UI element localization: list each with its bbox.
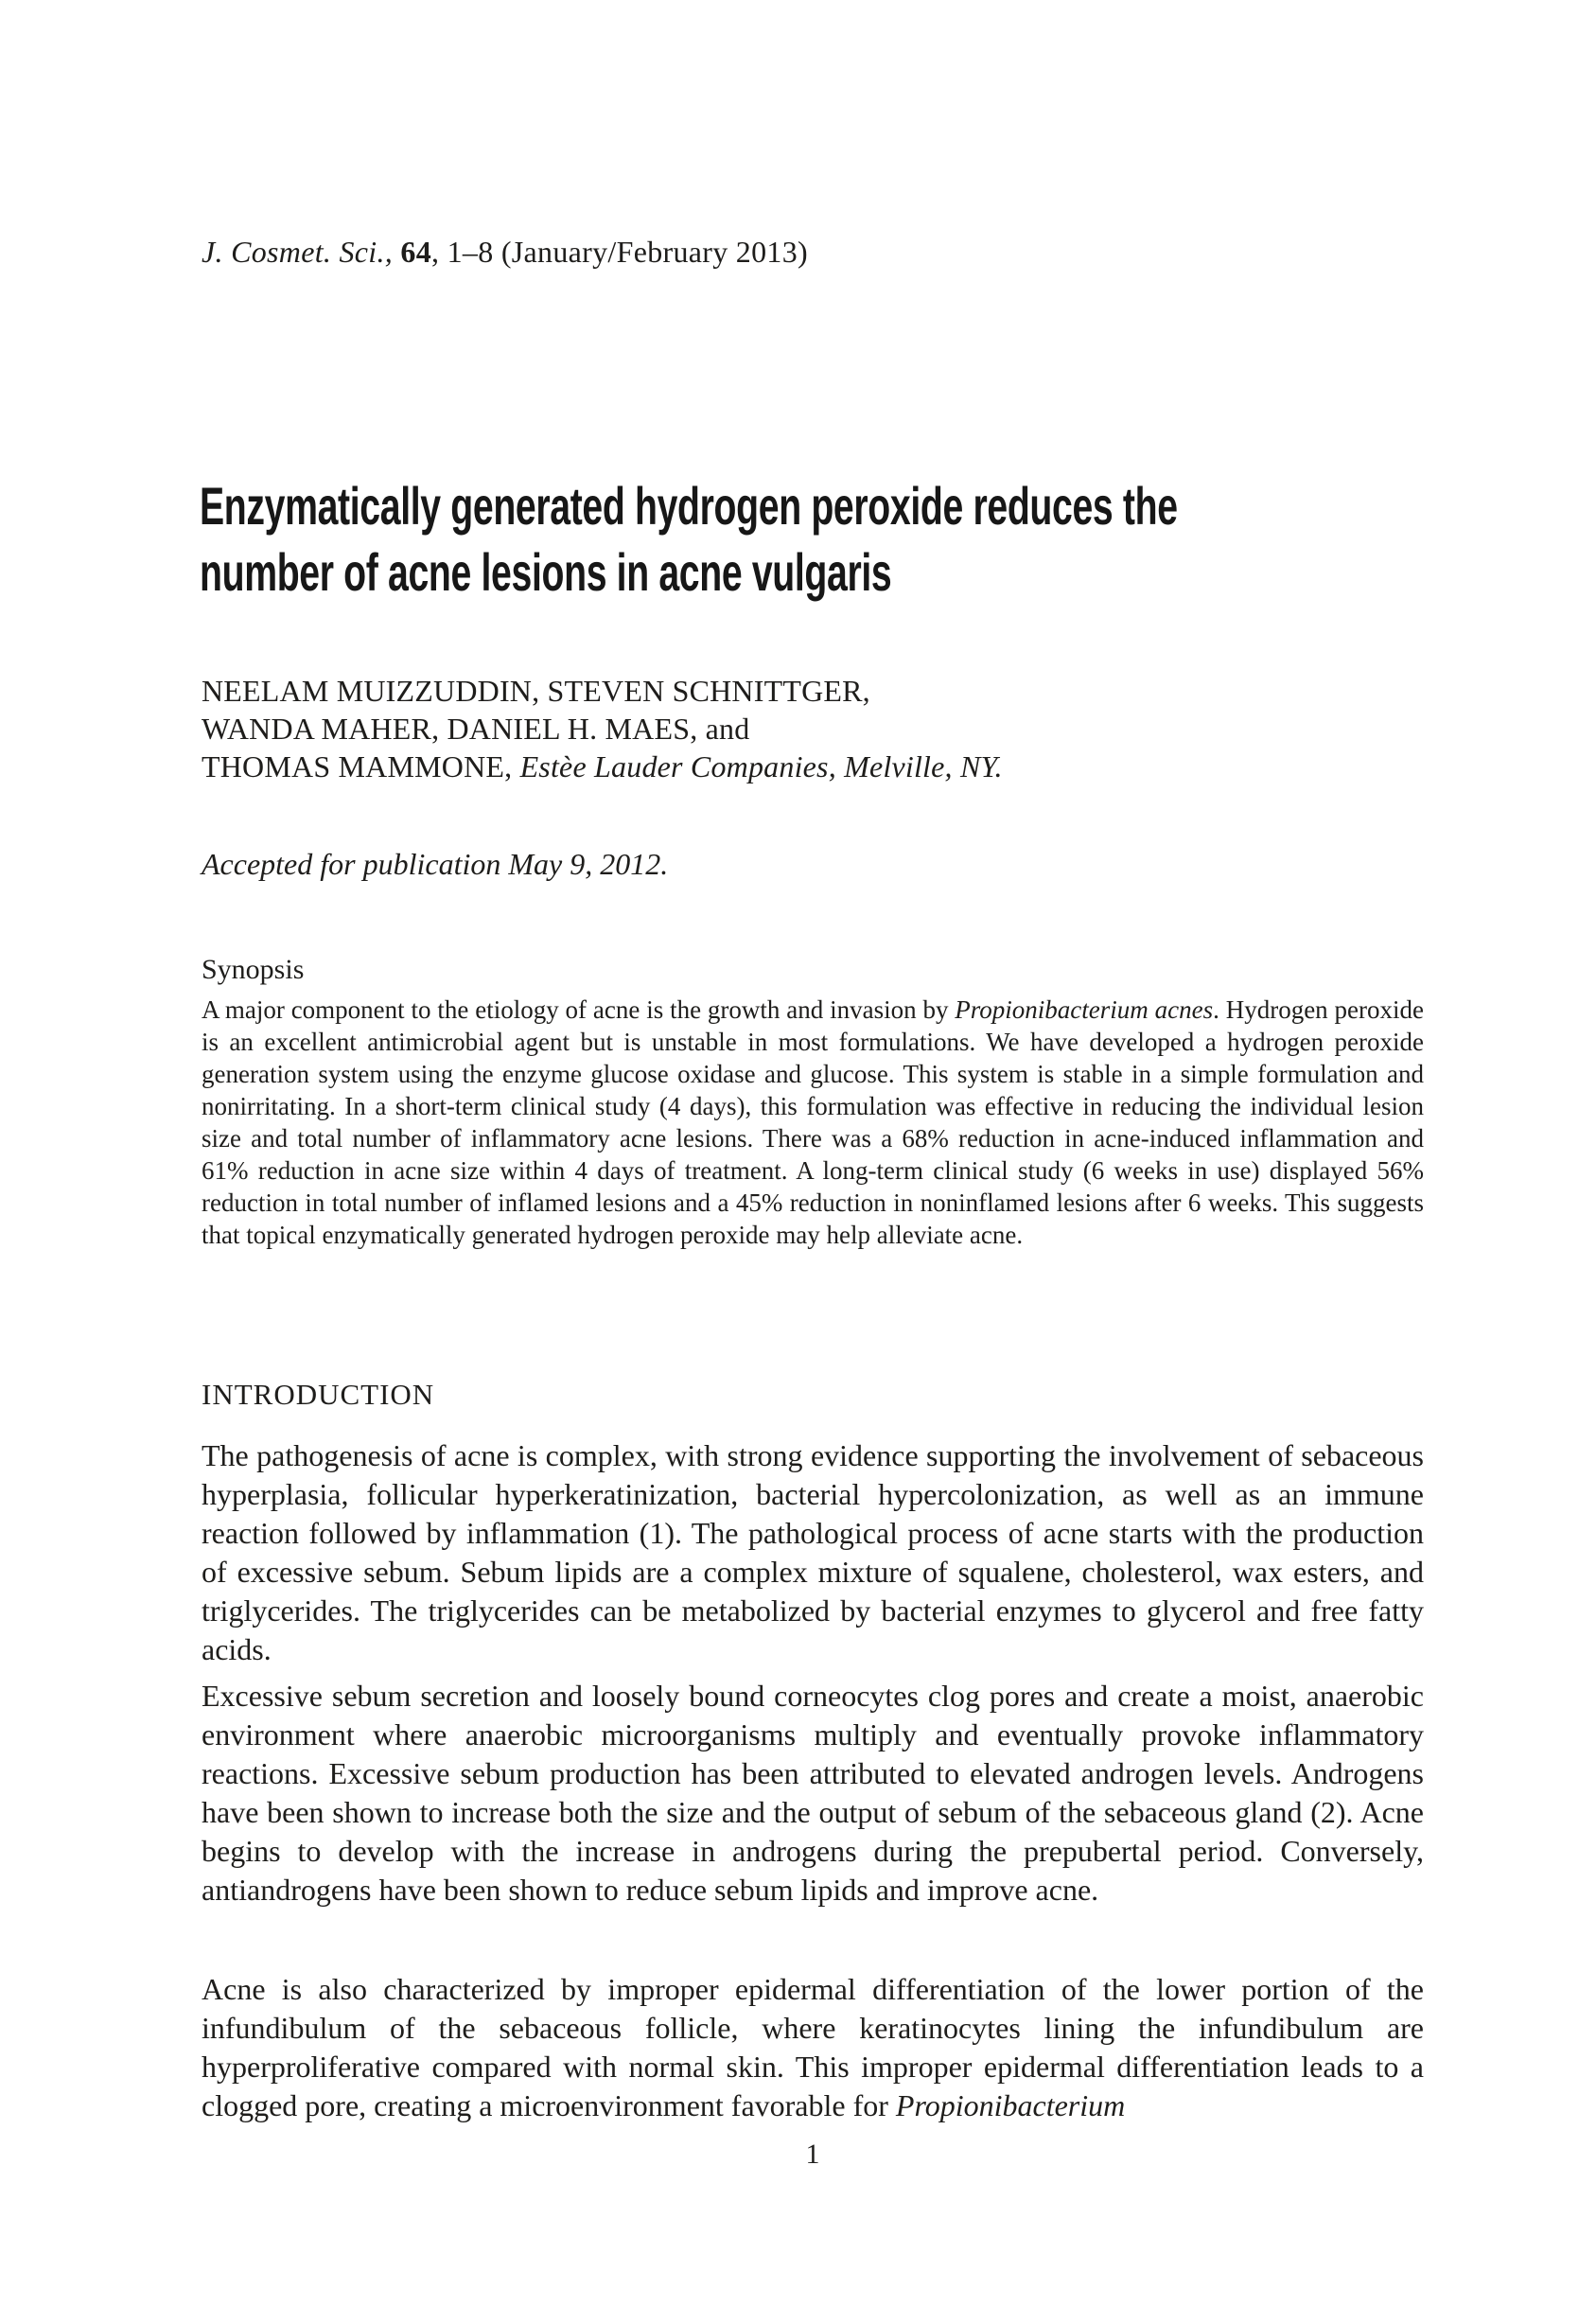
introduction-paragraph-2: Excessive sebum secretion and loosely bound corneocytes clog pores and create a moist, anaerobic environment where anaerobic microorganisms multiply and eventually provoke inflammatory reactions. Excessive sebum production has been attributed to elevated androgen levels. Androgens have been shown to increase both the size and the output of sebum of the sebaceous gland (2). Acne begins to develop with the increase in androgens during the prepubertal period. Conversely, antiandrogens have been shown to reduce sebum lipids and improve acne.	[202, 1679, 1424, 1907]
introduction-heading: INTRODUCTION	[202, 1378, 435, 1411]
synopsis-heading: Synopsis	[202, 954, 305, 985]
authors-block	[202, 672, 1003, 785]
page-number: 1	[805, 2139, 820, 2170]
article-title	[200, 473, 1596, 606]
author-line-3-with-affiliation: THOMAS MAMMONE, Estèe Lauder Companies, Melville, NY.	[202, 749, 1003, 783]
author-line-1: NEELAM MUIZZUDDIN, STEVEN SCHNITTGER,	[202, 674, 870, 708]
article-title-line-2: number of acne lesions in acne vulgaris	[200, 542, 892, 602]
synopsis-body: A major component to the etiology of acne is the growth and invasion by Propionibacterium acnes. Hydrogen peroxide is an excellent antimicrobial agent but is unstable in most formulations. We have developed a hydrogen peroxide generation system using the enzyme glucose oxidase and glucose. This system is stable in a simple formulation and nonirritating. In a short-term clinical study (4 days), this formulation was effective in reducing the individual lesion size and total number of inflammatory acne lesions. There was a 68% reduction in acne-induced inflammation and 61% reduction in acne size within 4 days of treatment. A long-term clinical study (6 weeks in use) displayed 56% reduction in total number of inflamed lesions and a 45% reduction in noninflamed lesions after 6 weeks. This suggests that topical enzymatically generated hydrogen peroxide may help alleviate acne.	[202, 995, 1425, 1249]
introduction-paragraph-1: The pathogenesis of acne is complex, with strong evidence supporting the involvement of sebaceous hyperplasia, follicular hyperkeratinization, bacterial hypercolonization, as well as an immune reaction followed by inflammation (1). The pathological process of acne starts with the production of excessive sebum. Sebum lipids are a complex mixture of squalene, cholesterol, wax esters, and triglycerides. The triglycerides can be metabolized by bacterial enzymes to glycerol and free fatty acids.	[202, 1438, 1424, 1666]
journal-reference: J. Cosmet. Sci., 64, 1–8 (January/February 2013)	[202, 235, 808, 269]
author-line-2: WANDA MAHER, DANIEL H. MAES, and	[202, 712, 750, 746]
introduction-paragraph-3: Acne is also characterized by improper epidermal differentiation of the lower portion of the infundibulum of the sebaceous follicle, where keratinocytes lining the infundibulum are hyperproliferative compared with normal skin. This improper epidermal differentiation leads to a clogged pore, creating a microenvironment favorable for Propionibacterium	[202, 1972, 1424, 2122]
article-title-line-1: Enzymatically generated hydrogen peroxide reduces the	[200, 476, 1178, 536]
accepted-for-publication-note: Accepted for publication May 9, 2012.	[202, 847, 669, 881]
